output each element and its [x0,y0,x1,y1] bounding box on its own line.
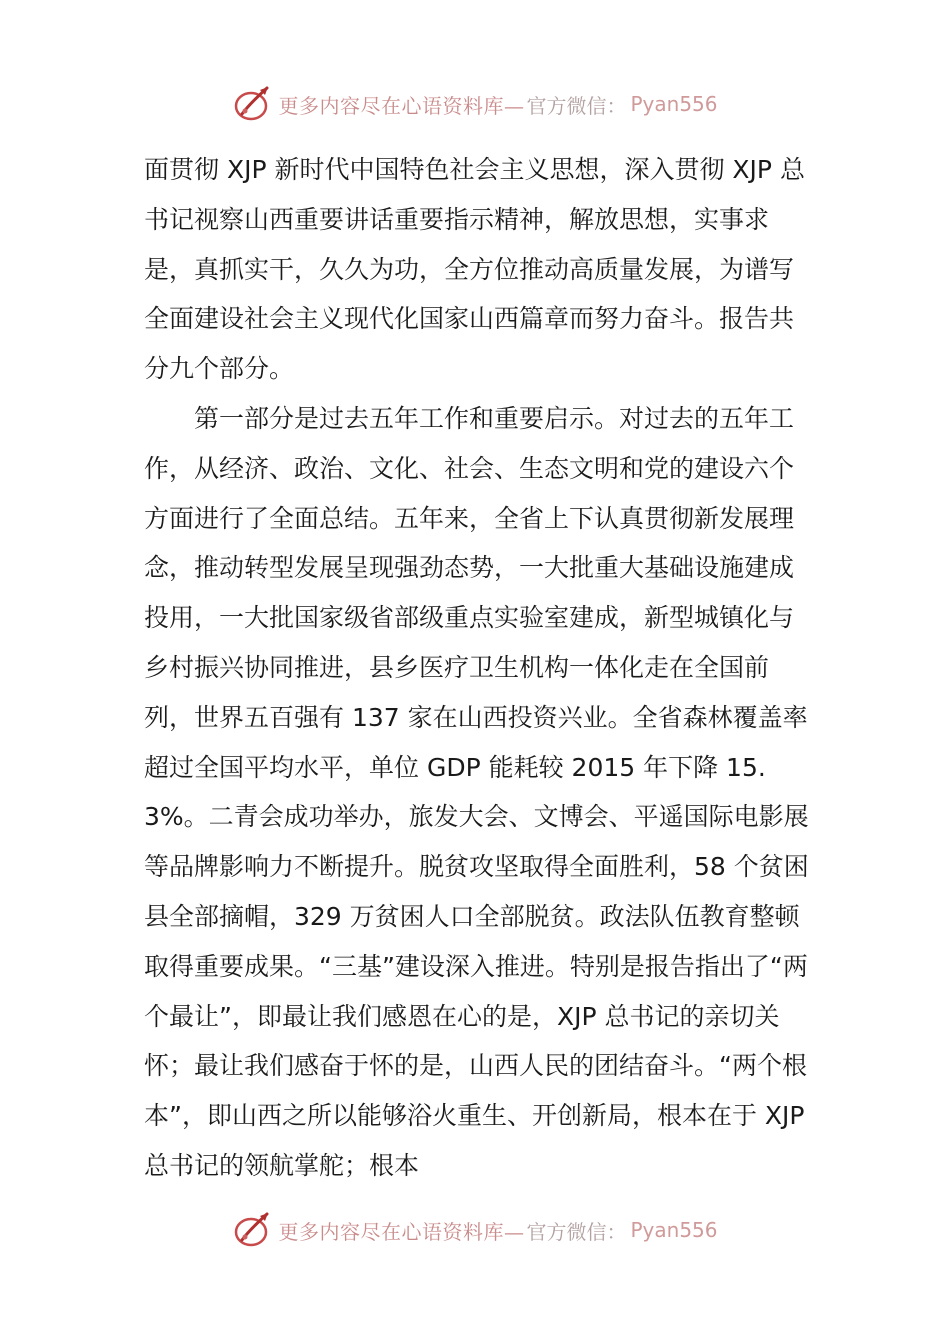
watermark-wechat-id: Pyan556 [630,1218,718,1242]
header-watermark [0,82,950,126]
paragraph-part-one: 第一部分是过去五年工作和重要启示。对过去的五年工作，从经济、政治、文化、社会、生态文明和党的建设六个方面进行了全面总结。五年来，全省上下认真贯彻新发展理念，推动转型发展呈现强劲态势，一大批重大基础设施建成投用，一大批国家级省部级重点实验室建成，新型城镇化与乡村振兴协同推进，县乡医疗卫生机构一体化走在全国前列，世界五百强有 137 家在山西投资兴业。全省森林覆盖率超过全国平均水平，单位 GDP 能耗较 2015 年下降 15.3%。二青会成功举办，旅发大会、文博会、平遥国际电影展等品牌影响力不断提升。脱贫攻坚取得全面胜利，58 个贫困县全部摘帽，329 万贫困人口全部脱贫。政法队伍教育整顿取得重要成果。“三基”建设深入推进。特别是报告指出了“两个最让”，即最让我们感恩在心的是，XJP 总书记的亲切关怀；最让我们感奋于怀的是，山西人民的团结奋斗。“两个根本”，即山西之所以能够浴火重生、开创新局，根本在于 XJP 总书记的领航掌舵；根本 [144,403,809,1180]
watermark-wechat-label: 官方微信： [526,1219,627,1244]
watermark-wechat-label: 官方微信： [526,93,627,118]
watermark-text: 更多内容尽在心语资料库— [278,93,525,118]
footer-watermark [0,1208,950,1252]
paragraph-continuation: 面贯彻 XJP 新时代中国特色社会主义思想，深入贯彻 XJP 总书记视察山西重要讲话重要指示精神，解放思想，实事求是，真抓实干，久久为功，全方位推动高质量发展，为谱写全面建设社会主义现代化国家山西篇章而努力奋斗。报告共分九个部分。 [144,155,805,384]
document-body [144,145,816,1191]
watermark-wechat-id: Pyan556 [630,92,718,116]
pen-logo-icon [232,84,272,124]
pen-logo-icon [232,1210,272,1250]
watermark-text: 更多内容尽在心语资料库— [278,1219,525,1244]
